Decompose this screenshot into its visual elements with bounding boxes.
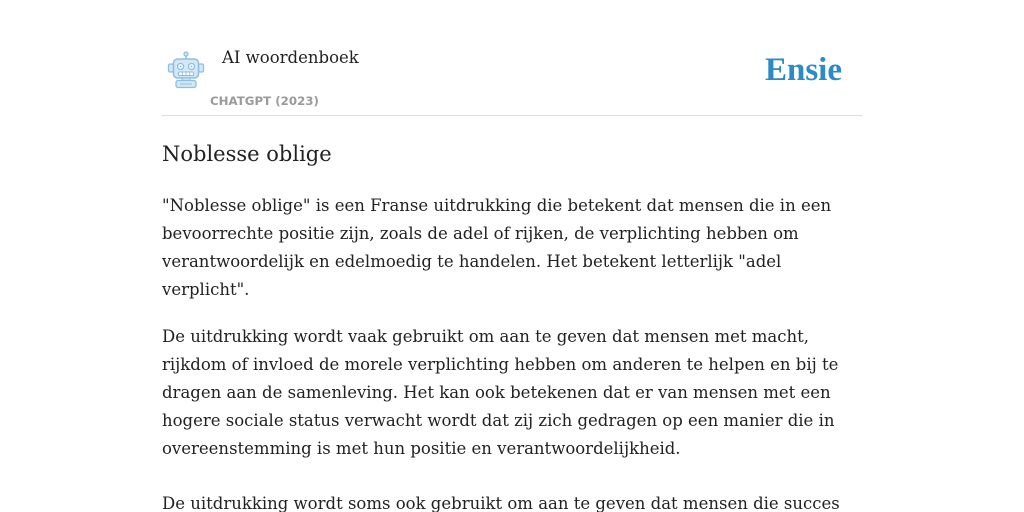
- source-label: CHATGPT (2023): [210, 94, 319, 108]
- header-divider: [162, 115, 862, 116]
- ensie-logo[interactable]: Ensie: [764, 52, 842, 88]
- robot-icon: [166, 51, 206, 89]
- entry-title: Noblesse oblige: [162, 142, 332, 166]
- entry-article: [162, 140, 862, 512]
- entry-paragraph: De uitdrukking wordt vaak gebruikt om aan te geven dat mensen met macht, rijkdom of invloed de morele verplichting hebben om anderen te helpen en bij te dragen aan de samenleving. Het kan ook betekenen dat er van mensen met een hogere sociale status verwacht wordt dat zij zich gedragen op een manier die in overeenstemming is met hun positie en verantwoordelijkheid.: [162, 327, 839, 458]
- app-title-link[interactable]: AI woordenboek: [222, 48, 359, 67]
- entry-paragraph: "Noblesse oblige" is een Franse uitdrukking die betekent dat mensen die in een bevoorrechte positie zijn, zoals de adel of rijken, de verplichting hebben om verantwoordelijk en edelmoedig te handelen. Het betekent letterlijk "adel verplicht".: [162, 196, 832, 299]
- entry-paragraph: De uitdrukking wordt soms ook gebruikt om aan te geven dat mensen die succes: [162, 494, 840, 512]
